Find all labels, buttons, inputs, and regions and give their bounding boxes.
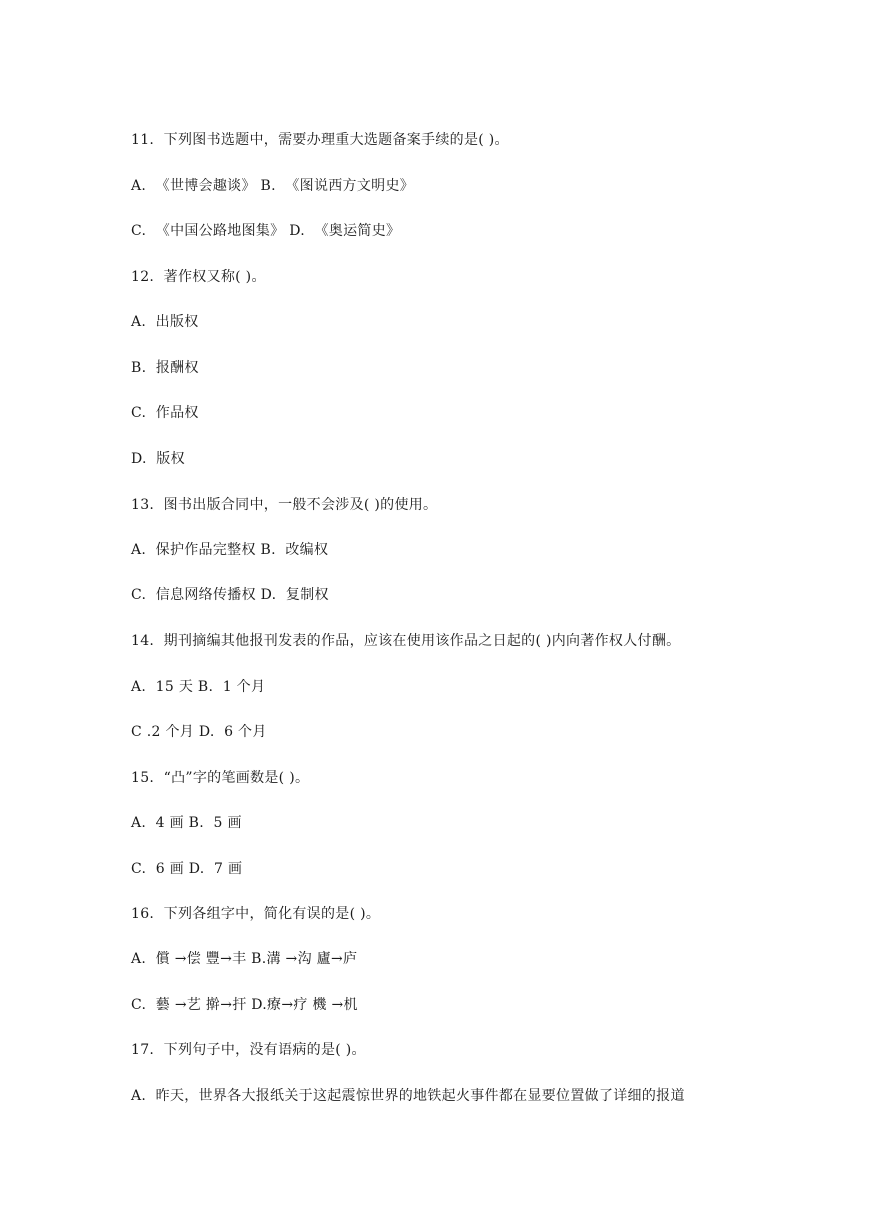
question-15-option-line-1: A. 4 画 B. 5 画 bbox=[131, 815, 242, 831]
question-12-option-b: B. 报酬权 bbox=[131, 360, 199, 376]
question-13-option-line-2: C. 信息网络传播权 D. 复制权 bbox=[131, 587, 329, 603]
question-13-option-line-1: A. 保护作品完整权 B. 改编权 bbox=[131, 542, 329, 558]
question-13-stem: 13. 图书出版合同中，一般不会涉及( )的使用。 bbox=[131, 497, 438, 513]
question-11-stem: 11. 下列图书选题中，需要办理重大选题备案手续的是( )。 bbox=[131, 132, 509, 148]
question-11-option-line-1: A. 《世博会趣谈》 B. 《图说西方文明史》 bbox=[131, 178, 415, 194]
question-14-option-line-1: A. 15 天 B. 1 个月 bbox=[131, 679, 266, 695]
question-12-stem: 12. 著作权又称( )。 bbox=[131, 269, 266, 285]
question-15-option-line-2: C. 6 画 D. 7 画 bbox=[131, 861, 243, 877]
question-16-stem: 16. 下列各组字中，简化有误的是( )。 bbox=[131, 906, 381, 922]
question-14-stem: 14. 期刊摘编其他报刊发表的作品，应该在使用该作品之日起的( )内向著作权人付酬。 bbox=[131, 633, 681, 649]
question-14-option-line-2: C .2 个月 D. 6 个月 bbox=[131, 724, 267, 740]
question-17-option-a: A. 昨天，世界各大报纸关于这起震惊世界的地铁起火事件都在显要位置做了详细的报道 bbox=[131, 1088, 685, 1104]
question-15-stem: 15. “凸”字的笔画数是( )。 bbox=[131, 770, 310, 786]
question-16-option-line-2: C. 藝 →艺 擀→扞 D.療→疗 機 →机 bbox=[131, 997, 358, 1013]
question-12-option-d: D. 版权 bbox=[131, 451, 185, 467]
question-11-option-line-2: C. 《中国公路地图集》 D. 《奥运简史》 bbox=[131, 223, 401, 239]
question-12-option-a: A. 出版权 bbox=[131, 314, 199, 330]
question-12-option-c: C. 作品权 bbox=[131, 405, 199, 421]
question-16-option-line-1: A. 償 →偿 豐→丰 B.溝 →沟 廬→庐 bbox=[131, 951, 358, 967]
question-17-stem: 17. 下列句子中，没有语病的是( )。 bbox=[131, 1042, 366, 1058]
